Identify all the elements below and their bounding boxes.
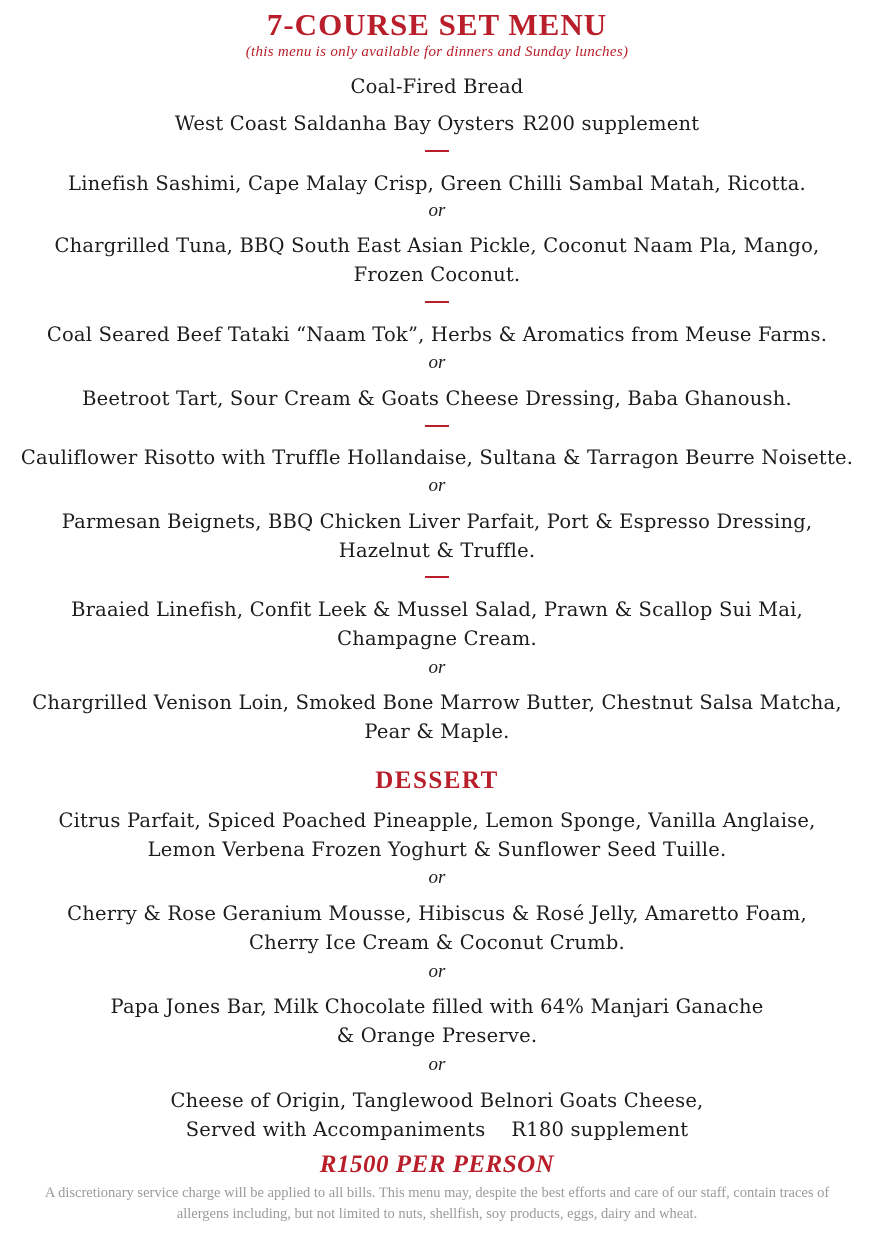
course-2-option-a: Coal Seared Beef Tataki “Naam Tok”, Herbs & Aromatics from Meuse Farms.	[46, 323, 828, 346]
oysters-name: West Coast Saldanha Bay Oysters	[174, 112, 515, 135]
or-separator: or	[428, 867, 446, 888]
dessert-option-4-line-2-text: Served with Accompaniments	[185, 1118, 486, 1141]
dessert-option-4-line-1: Cheese of Origin, Tanglewood Belnori Goats Cheese,	[170, 1089, 704, 1112]
dessert-option-2-line-2: Cherry Ice Cream & Coconut Crumb.	[249, 931, 625, 954]
course-divider	[425, 150, 449, 152]
course-4-option-a	[0, 595, 874, 653]
menu-item-bread: Coal-Fired Bread	[350, 75, 524, 98]
or-separator: or	[428, 1054, 446, 1075]
course-1-option-b-line-2: Frozen Coconut.	[353, 263, 521, 286]
course-divider	[425, 425, 449, 427]
course-3-option-a: Cauliflower Risotto with Truffle Hollandaise, Sultana & Tarragon Beurre Noisette.	[20, 446, 854, 469]
dessert-option-3-line-2: & Orange Preserve.	[336, 1024, 538, 1047]
course-divider	[425, 301, 449, 303]
course-4-option-b-line-1: Chargrilled Venison Loin, Smoked Bone Marrow Butter, Chestnut Salsa Matcha,	[32, 691, 842, 714]
menu-title: 7-COURSE SET MENU	[266, 7, 608, 42]
course-4-option-b-line-2: Pear & Maple.	[364, 720, 510, 743]
or-separator: or	[428, 352, 446, 373]
or-separator: or	[428, 961, 446, 982]
dessert-option-1-line-1: Citrus Parfait, Spiced Poached Pineapple, Lemon Sponge, Vanilla Anglaise,	[58, 809, 816, 832]
dessert-option-4	[0, 1086, 874, 1144]
dessert-option-3	[0, 992, 874, 1050]
course-2-option-b: Beetroot Tart, Sour Cream & Goats Cheese Dressing, Baba Ghanoush.	[82, 387, 792, 410]
dessert-option-2	[0, 899, 874, 957]
dessert-option-4-line-2	[0, 1115, 874, 1144]
oysters-supplement: R200 supplement	[522, 112, 700, 135]
course-4-option-a-line-2: Champagne Cream.	[337, 627, 537, 650]
course-4-option-a-line-1: Braaied Linefish, Confit Leek & Mussel Salad, Prawn & Scallop Sui Mai,	[71, 598, 803, 621]
or-separator: or	[428, 200, 446, 221]
dessert-option-3-line-1: Papa Jones Bar, Milk Chocolate filled with 64% Manjari Ganache	[110, 995, 764, 1018]
dessert-option-1	[0, 806, 874, 864]
course-3-option-b-line-2: Hazelnut & Truffle.	[338, 539, 536, 562]
course-divider	[425, 576, 449, 578]
course-1-option-b	[0, 231, 874, 289]
set-menu-price: R1500 PER PERSON	[319, 1151, 555, 1178]
course-3-option-b-line-1: Parmesan Beignets, BBQ Chicken Liver Parfait, Port & Espresso Dressing,	[61, 510, 813, 533]
dessert-heading: DESSERT	[375, 767, 499, 794]
course-4-option-b	[0, 688, 874, 746]
or-separator: or	[428, 475, 446, 496]
dessert-option-2-line-1: Cherry & Rose Geranium Mousse, Hibiscus & Rosé Jelly, Amaretto Foam,	[67, 902, 807, 925]
course-1-option-b-line-1: Chargrilled Tuna, BBQ South East Asian Pickle, Coconut Naam Pla, Mango,	[54, 234, 820, 257]
course-3-option-b	[0, 507, 874, 565]
or-separator: or	[428, 657, 446, 678]
cheese-supplement: R180 supplement	[511, 1118, 689, 1141]
menu-availability-note: (this menu is only available for dinners and Sunday lunches)	[245, 44, 629, 60]
course-1-option-a: Linefish Sashimi, Cape Malay Crisp, Green Chilli Sambal Matah, Ricotta.	[68, 172, 806, 195]
dessert-option-1-line-2: Lemon Verbena Frozen Yoghurt & Sunflower Seed Tuille.	[147, 838, 727, 861]
service-charge-disclaimer: A discretionary service charge will be applied to all bills. This menu may, despite the best efforts and care of our staff, contain traces of allergens including, but not limited to nuts, shellfish, soy products, eggs, dairy and wheat.	[44, 1185, 830, 1222]
menu-item-oysters	[0, 109, 874, 138]
